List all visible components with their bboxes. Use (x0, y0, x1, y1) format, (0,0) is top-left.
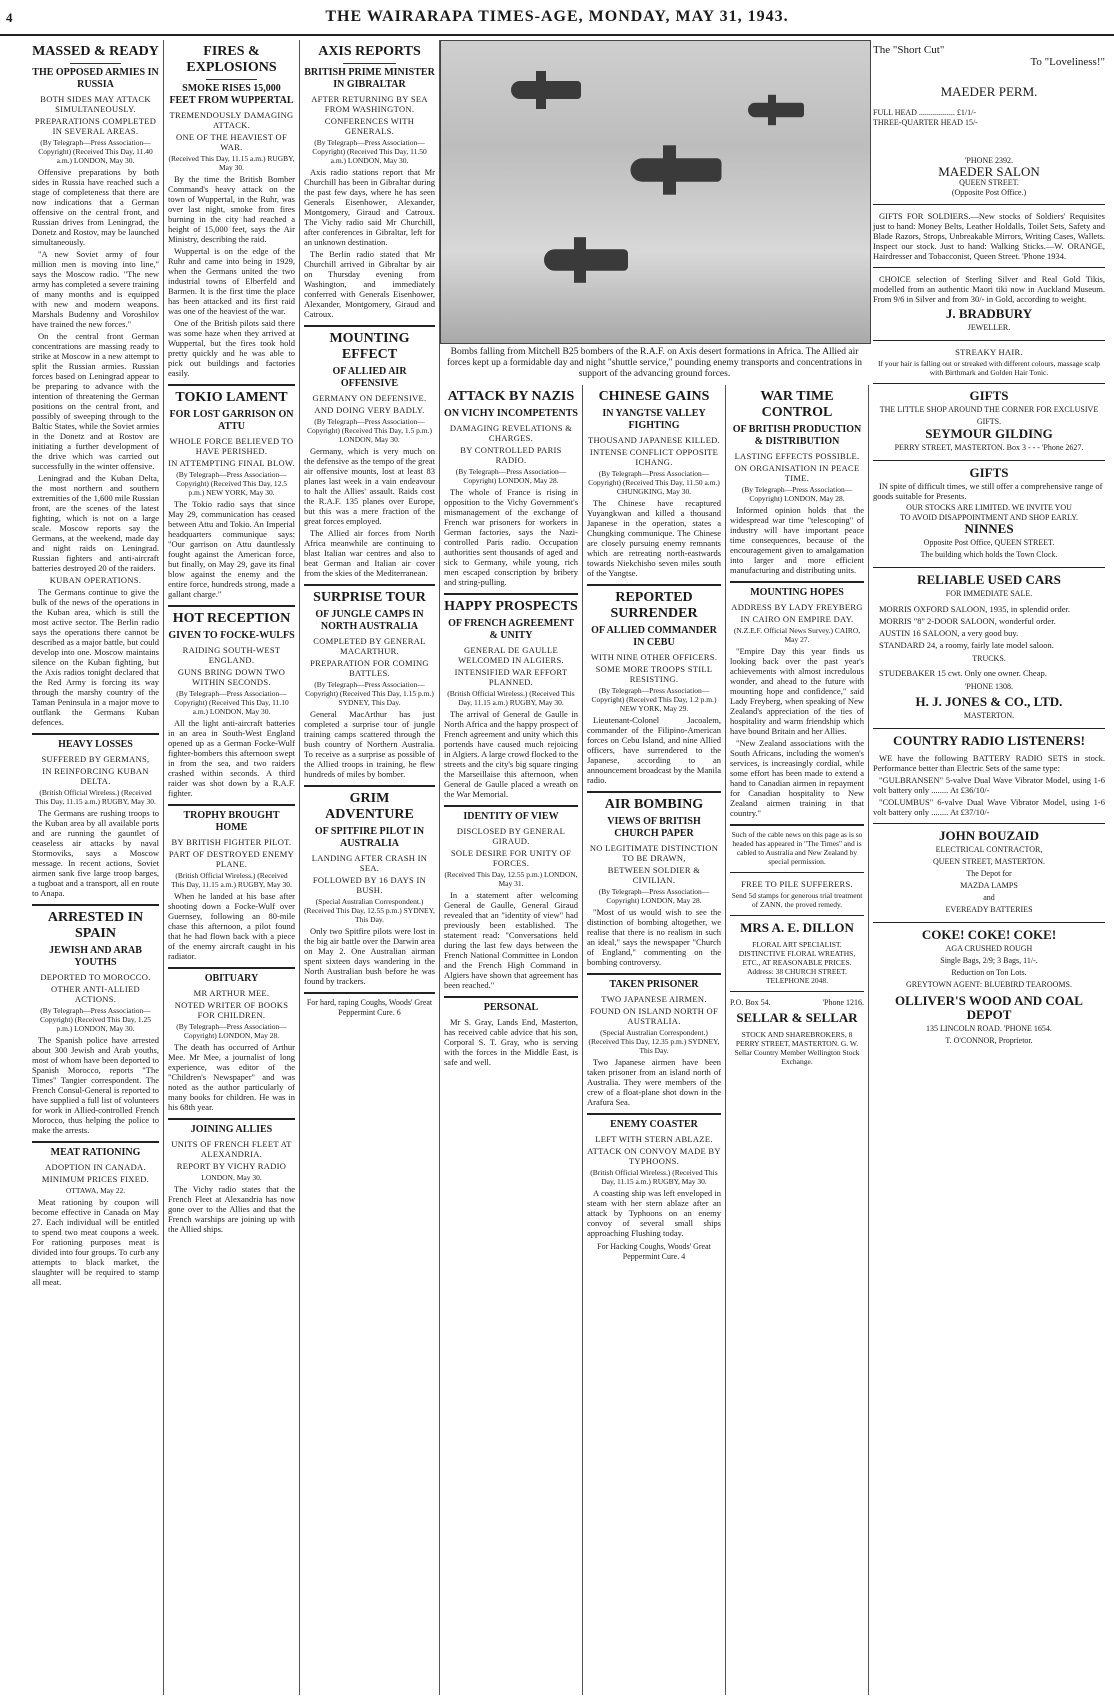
ad-olliver: OLLIVER'S WOOD AND COAL DEPOT 135 LINCOLN ROAD. 'PHONE 1654. T. O'CONNOR, Proprietor. (895, 993, 1083, 1045)
headline: TAKEN PRISONER (609, 979, 699, 990)
paragraph: Two Japanese airmen have been taken prisoner from an island north of Australia. They were members of the crew of a float-plane shot down in the Arafura Sea. (587, 1057, 721, 1107)
paragraph: The Spanish police have arrested about 300 Jewish and Arab youths, most of whom have been deported to Spanish Morocco, reports "The Times" Tangier correspondent. The French Consul-General is reported to have supplied a full list of volunteers for work in Allied-controlled French Morocco, thus helping the police to make the arrests. (32, 1035, 159, 1135)
bomber-plane (748, 103, 804, 117)
divider (873, 204, 1105, 205)
subhead: OTHER ANTI-ALLIED ACTIONS. (51, 984, 140, 1004)
dateline: (By Telegraph—Press Association—Copyright) LONDON, May 28. (176, 1022, 287, 1040)
subhead: AFTER RETURNING BY SEA FROM WASHINGTON. (311, 94, 428, 114)
divider (168, 967, 295, 969)
dateline: (British Official Wireless.) (Received This Day, 11.15 a.m.) RUGBY, May 30. (35, 788, 156, 806)
paragraph: Lieutenant-Colonel Jacoalem, commander of the Filipino-American forces on Cebu Island, and nine Allied officers, have surrendered to the Japanese, according to an announcement broadcast by the Manila radio. (587, 715, 721, 785)
divider (304, 584, 435, 586)
headline: HOT RECEPTION (172, 611, 291, 626)
ad-text: STOCK AND SHAREBROKERS, 8 PERRY STREET, MASTERTON. G. W. Sellar Country Member Wellington Stock Exchange. (734, 1030, 860, 1066)
paragraph: A coasting ship was left enveloped in steam with her stern ablaze after an attack by Typhoons on an enemy convoy of several small ships approaching Flushing today. (587, 1188, 721, 1238)
subhead: UNITS OF FRENCH FLEET AT ALEXANDRIA. (171, 1139, 292, 1159)
ad-line: TRUCKS. (972, 654, 1006, 663)
dateline: (British Official Wireless.) (Received This Day, 11.15 a.m.) RUGBY, May 30. (590, 1168, 718, 1186)
headline: AIR BOMBING (604, 797, 704, 812)
subhead: LEFT WITH STERN ABLAZE. (595, 1134, 713, 1144)
paragraph: The Germans are rushing troops to the Kuban area by all available ports and are running the gauntlet of ceaseless air attacks by naval Stormoviks, says a Moscow message. In recent actions, Soviet airmen sank five large troop barges, a tugboat and a transport, all en route to Anapa. (32, 808, 159, 898)
headline: PERSONAL (483, 1002, 539, 1013)
divider (32, 904, 159, 906)
headline: WAR TIME CONTROL (760, 389, 834, 420)
advertisement: For Hacking Coughs, Woods' Great Peppermint Cure. 4 (597, 1242, 711, 1261)
dateline: (British Official Wireless.) (Received This Day, 11.15 a.m.) RUGBY, May 30. (447, 689, 575, 707)
subhead: IN YANGTSE VALLEY FIGHTING (602, 408, 706, 431)
subhead: PREPARATIONS COMPLETED IN SEVERAL AREAS. (34, 116, 157, 136)
dateline: (By Telegraph—Press Association—Copyright) (Received This Day, 1.5 p.m.) LONDON, May 30. (307, 417, 432, 444)
headline: HEAVY LOSSES (58, 739, 133, 750)
divider (873, 567, 1105, 568)
paragraph: The Allied air forces from North Africa meanwhile are continuing to blast Italian war centres and also to beat German and Italian air cover from the skies of the Mediterranean. (304, 528, 435, 578)
ad-line: MORRIS OXFORD SALOON, 1935, in splendid order. (879, 604, 1071, 614)
subhead: NO LEGITIMATE DISTINCTION TO BE DRAWN, (589, 843, 719, 863)
dateline: (By Telegraph—Press Association—Copyright) (Received This Day, 1.15 p.m.) SYDNEY, This Day. (305, 680, 434, 707)
paragraph: "Empire Day this year finds us looking back over the past year's achievements with almost incredulous wonder, and ahead to the future with mounting hope and confidence," said Lady Freyberg, when speaking of New Zealand's appreciation of the ties of hospitality and warm friendship which have bound Britain and her Allies. (730, 646, 864, 736)
headline: GRIM ADVENTURE (325, 791, 414, 822)
subhead: OF BRITISH PRODUCTION & DISTRIBUTION (732, 424, 862, 447)
masthead (0, 0, 1114, 36)
divider (32, 733, 159, 735)
headline: IDENTITY OF VIEW (463, 811, 559, 822)
subhead: ON ORGANISATION IN PEACE TIME. (734, 463, 860, 483)
paragraph: The Berlin radio stated that Mr Churchill arrived in Gibraltar by air on Thursday evening from Washington, and immediately conferred with Generals Eisenhower, Alexander, Montgomery, Giraud and Catroux. (304, 249, 435, 319)
subhead: ONE OF THE HEAVIEST OF WAR. (176, 132, 287, 152)
bomber-plane (631, 158, 722, 181)
dateline: OTTAWA, May 22. (65, 1186, 126, 1195)
ad-jones: H. J. JONES & CO., LTD. MASTERTON. (915, 694, 1063, 720)
paragraph: "New Zealand associations with the South Africans, including the women's services, is increasingly cordial, while some effort has been made to extend a hand to Canadian airmen in repayment for Canadian hospitality to New Zealand airmen training in that country." (730, 738, 864, 818)
subhead: INTENSE CONFLICT OPPOSITE ICHANG. (589, 447, 719, 467)
paragraph: When he landed at his base after shooting down a Focke-Wulf over Guernsey, following an 80-mile chase this afternoon, a pilot found that he had flown back with a piece of the enemy aircraft caught in his radiator. (168, 891, 295, 961)
paragraph: On the central front German concentrations are massing ready to strike at Moscow in a new attempt to split the Russian armies. Russian forces based on Leningrad appear to be preparing to advance with the intention of threatening the German positions on the central front, and possibly of sweeping through to the Baltic States, while the Soviet armies in the Donetz and at Rostov are initiating a further development of the drive which was carried out successfully in the winter offensive. (32, 331, 160, 471)
paragraph: The arrival of General de Gaulle in North Africa and the happy prospect of French agreement and unity which this portends have caused much rejoicing in Algiers. A large crowd flocked to the streets and the city's big square ringing the Marseillaise this afternoon, when General de Gaulle placed a wreath on the War Memorial. (444, 709, 578, 799)
subhead: MINIMUM PRICES FIXED. (41, 1174, 150, 1184)
subhead: CONFERENCES WITH GENERALS. (324, 116, 415, 136)
subhead: LANDING AFTER CRASH IN SEA. (311, 853, 428, 873)
headline: JOINING ALLIES (190, 1124, 273, 1135)
ad-gilding: GIFTS THE LITTLE SHOP AROUND THE CORNER FOR EXCLUSIVE GIFTS. SEYMOUR GILDING PERRY STREET, MASTERTON. Box 3 - - - 'Phone 2627. (879, 388, 1099, 452)
divider (730, 581, 864, 583)
dateline: (By Telegraph—Press Association—Copyright) (Received This Day, 11.50 a.m.) CHUNGKING, May 30. (588, 469, 720, 496)
bomber-plane (511, 81, 581, 99)
subhead: WITH NINE OTHER OFFICERS. (590, 652, 718, 662)
dateline: (By Telegraph—Press Association—Copyright) (Received This Day, 11.10 a.m.) LONDON, May 30. (174, 689, 289, 716)
divider (873, 460, 1105, 461)
subhead: WHOLE FORCE BELIEVED TO HAVE PERISHED. (169, 436, 294, 456)
paragraph: The death has occurred of Arthur Mee. Mr Mee, a journalist of long experience, was editor of the "Children's Newspaper" and was noted as the author particularly of many books for children. He was in his 68th year. (168, 1042, 295, 1112)
subhead: OF FRENCH AGREEMENT & UNITY (448, 618, 574, 641)
subhead: DISCLOSED BY GENERAL GIRAUD. (456, 826, 566, 846)
headline: CHINESE GAINS (598, 389, 710, 404)
dateline: (N.Z.E.F. Official News Survey.) CAIRO, May 27. (733, 626, 861, 644)
ad-used-cars: RELIABLE USED CARS FOR IMMEDIATE SALE. (917, 572, 1061, 598)
ad-line: AUSTIN 16 SALOON, a very good buy. (879, 628, 1019, 638)
subhead: OF SPITFIRE PILOT IN AUSTRALIA (314, 826, 425, 849)
dateline: (Received This Day, 11.15 a.m.) RUGBY, May 30. (168, 154, 295, 172)
subhead: ADDRESS BY LADY FREYBERG (731, 602, 863, 612)
ad-bradbury-name: J. BRADBURY JEWELLER. (945, 306, 1033, 332)
divider (304, 992, 435, 994)
paragraph: By the time the British Bomber Command's heavy attack on the town of Wuppertal, in the Ruhr, was over last night, smoke from fires burning in the city had reached a height of 15,000 feet, says the Air Ministry, describing the raid. (168, 174, 295, 244)
page-number: 4 (6, 10, 13, 25)
ad-line: MORRIS "8" 2-DOOR SALOON, wonderful order. (879, 616, 1056, 626)
subhead: SUFFERED BY GERMANS, (41, 754, 150, 764)
subhead: KUBAN OPERATIONS. (49, 575, 142, 585)
news-photo (440, 40, 871, 344)
subhead: THOUSAND JAPANESE KILLED. (587, 435, 721, 445)
paragraph: Offensive preparations by both sides in Russia have reached such a stage of completeness that there are now indications that a German offensive on the central front, and Russian drives from Leningrad, the Donetz and Rostov, may be launched simultaneously. (32, 167, 159, 247)
headline: ATTACK BY NAZIS (447, 389, 575, 404)
ad-line: STUDEBAKER 15 cwt. Only one owner. Cheap. (879, 668, 1047, 678)
ad-radio: COUNTRY RADIO LISTENERS! (893, 733, 1085, 748)
divider (873, 922, 1105, 923)
subhead: JEWISH AND ARAB YOUTHS (49, 945, 142, 968)
dateline: (Special Australian Correspondent.) (Received This Day, 12.55 p.m.) SYDNEY, This Day. (304, 897, 435, 924)
dateline: (Special Australian Correspondent.) (Received This Day, 12.35 p.m.) SYDNEY, This Day. (588, 1028, 720, 1055)
subhead: THE OPPOSED ARMIES IN RUSSIA (32, 67, 159, 90)
divider (730, 872, 864, 873)
subhead: TWO JAPANESE AIRMEN. (601, 994, 707, 1004)
paragraph: Only two Spitfire pilots were lost in the big air battle over the Darwin area on May 2. One Australian airman spent sixteen days wandering in the North Australian bush before he was found by trackers. (304, 926, 435, 986)
column-1 (28, 40, 164, 1695)
divider (444, 996, 578, 998)
divider (168, 384, 295, 386)
headline: MEAT RATIONING (50, 1147, 141, 1158)
subhead: RAIDING SOUTH-WEST ENGLAND. (182, 645, 281, 665)
paragraph: "Most of us would wish to see the distinction of bombing altogether, we realise that there is no realism in such an ideal," says the newspaper "Church of England," commenting on the bombing controversy. (587, 907, 721, 967)
dateline: (British Official Wireless.) (Received This Day, 11.15 a.m.) RUGBY, May 30. (171, 871, 292, 889)
divider (587, 973, 721, 975)
subhead: LASTING EFFECTS POSSIBLE. (734, 451, 860, 461)
divider (730, 991, 864, 992)
paragraph: Informed opinion holds that the widespread war time "telescoping" of industry will have important peace time consequences, because of the encouragement given to amalgamation into larger and more efficient manufacturing and distributing units. (730, 505, 864, 575)
paragraph: All the light anti-aircraft batteries in an area in South-West England opened up as a German Focke-Wulf fighter-bombers this afternoon swept in from the sea, and two raiders crashed within seconds. A third raider was shot down by a R.A.F. fighter. (168, 718, 295, 798)
subhead: GENERAL DE GAULLE WELCOMED IN ALGIERS. (458, 645, 564, 665)
dateline: LONDON, May 30. (201, 1173, 262, 1182)
headline: FIRES & EXPLOSIONS (186, 44, 277, 75)
dateline: (By Telegraph—Press Association—Copyright) (Received This Day, 1.25 p.m.) LONDON, May 30. (39, 1006, 152, 1033)
divider (444, 805, 578, 807)
paragraph: The Chinese have recaptured Yuyangkwan and killed a thousand Japanese in the operation, states a Chungking communique. The Chinese are closely pursuing enemy remnants which are retreating north-eastwards towards Niekchisho seven miles south of the Yangtse. (587, 498, 721, 578)
subhead: IN CAIRO ON EMPIRE DAY. (740, 614, 854, 624)
divider (168, 605, 295, 607)
subhead: VIEWS OF BRITISH CHURCH PAPER (607, 816, 701, 839)
headline: TOKIO LAMENT (175, 390, 288, 405)
headline: REPORTED SURRENDER (610, 590, 698, 621)
column-7-ads (869, 40, 1109, 1695)
ad-line: WE have the following BATTERY RADIO SETS in stock. Performance better than Electric Sets of the same type: (873, 753, 1105, 773)
subhead: MR ARTHUR MEE. (193, 988, 270, 998)
dateline: (Received This Day, 12.55 p.m.) LONDON, May 31. (444, 870, 578, 888)
ad-orange: GIFTS FOR SOLDIERS.—New stocks of Soldiers' Requisites just to hand: Money Belts, Leather Holdalls, Toilet Sets, Safety and Blade Razors, Strops, Unbreakable Mirrors, Writing Cases, Wallets. Inspect our stock. Just to hand: Walking Sticks.—W. ORANGE, Hairdresser and Tobacconist, Queen Street. 'Phone 1934. (873, 211, 1105, 261)
headline: TROPHY BROUGHT HOME (183, 810, 280, 833)
paragraph: The Germans continue to give the bulk of the news of the operations in the Kuban area, which is still the most active sector. The Berlin radio says the operations there cannot be described as a major battle, but could develop into one. Moscow maintains silence on the Kuban fighting, but the Axis radios tonight declared that the Red Army is forcing its way through the marshy country of the Taman Peninsula in a major move to outflank the Germans Kuban defences. (32, 587, 159, 727)
subhead: OF JUNGLE CAMPS IN NORTH AUSTRALIA (315, 609, 424, 632)
column-6 (726, 385, 869, 1695)
divider (168, 804, 295, 806)
subhead: FOUND ON ISLAND NORTH OF AUSTRALIA. (589, 1006, 719, 1026)
ad-line: STANDARD 24, a roomy, fairly late model saloon. (879, 640, 1054, 650)
subhead: GERMANY ON DEFENSIVE. (312, 393, 427, 403)
paragraph: Axis radio stations report that Mr Churchill has been in Gibraltar during the past few days, where he has seen Generals Eisenhower, Alexander, Montgomery, Giraud and Catroux. The Vichy radio said Mr Churchill, after conferences in Gibraltar, left for an unknown destination. (304, 167, 435, 247)
headline: ARRESTED IN SPAIN (47, 910, 144, 941)
divider (32, 1141, 159, 1143)
divider (873, 340, 1105, 341)
dateline: (By Telegraph—Press Association—Copyright) (Received This Day, 12.5 p.m.) NEW YORK, May 30. (175, 470, 288, 497)
subhead: ADOPTION IN CANADA. (45, 1162, 146, 1172)
column-5 (583, 385, 726, 1695)
divider (587, 1113, 721, 1115)
divider (304, 785, 435, 787)
divider (444, 593, 578, 595)
ad-heading: STREAKY HAIR. (955, 347, 1023, 357)
ad-text: Send 5d stamps for generous trial treatment of ZANN, the proved remedy. (731, 891, 863, 909)
paragraph: The Tokio radio says that since May 29, communication has ceased between Attu and Tokio. An Imperial headquarters communique says: "Our garrison on Attu dauntlessly fought against the American force, but finally, on May 29, gave its final blow against the enemy and the entire force, hundreds strong, made a gallant charge." (168, 499, 295, 599)
divider (206, 79, 257, 80)
ad-bouzaid: JOHN BOUZAID ELECTRICAL CONTRACTOR, QUEEN STREET, MASTERTON. The Depot for MAZDA LAMPS and EVEREADY BATTERIES (932, 828, 1046, 914)
column-2 (164, 40, 300, 1695)
subhead: BOTH SIDES MAY ATTACK SIMULTANEOUSLY. (40, 94, 151, 114)
subhead: REPORT BY VICHY RADIO (176, 1161, 287, 1171)
ad-line: "GULBRANSEN" 5-valve Dual Wave Vibrator Model, using 1-6 volt battery only ........ At £36/10/- (873, 775, 1105, 795)
divider (70, 63, 121, 64)
subhead: FOR LOST GARRISON ON ATTU (169, 409, 294, 432)
divider (873, 728, 1105, 729)
subhead: IN ATTEMPTING FINAL BLOW. (168, 458, 295, 468)
subhead: COMPLETED BY GENERAL MACARTHUR. (313, 636, 426, 656)
dateline: (By Telegraph—Press Association—Copyright) (Received This Day, 11.40 a.m.) LONDON, May 30. (38, 138, 153, 165)
subhead: DAMAGING REVELATIONS & CHARGES. (449, 423, 573, 443)
ad-contact: P.O. Box 54. 'Phone 1216. (730, 998, 864, 1007)
ad-line: "COLUMBUS" 6-valve Dual Wave Vibrator Model, using 1-6 volt battery only ........ At £37/10/- (873, 797, 1105, 817)
cable-note: Such of the cable news on this page as is so headed has appeared in "The Times" and is cabled to Australia and New Zealand by special permission. (731, 830, 863, 866)
paragraph: The whole of France is rising in opposition to the Vichy Government's mismanagement of the exchange of French war prisoners for workers in German factories, says the Nazi-controlled Paris radio. Occupation authorities sent thousands of aged and sick to Germany, while young, rich men escaped conscription by bribery and string-pulling. (444, 487, 578, 587)
paragraph: In a statement after welcoming General de Gaulle, General Giraud revealed that an "identity of view" had previously been established. The statement read: "Conversations held during the last few days between the French National Committee in London and the French High Command in Algiers have shown that agreement has been reached." (444, 890, 578, 990)
advertisement: For hard, raping Coughs, Woods' Great Peppermint Cure. 6 (306, 998, 433, 1017)
subhead: BY CONTROLLED PARIS RADIO. (460, 445, 562, 465)
headline: ENEMY COASTER (610, 1119, 698, 1130)
subhead: BETWEEN SOLDIER & CIVILIAN. (607, 865, 701, 885)
divider (730, 824, 864, 826)
ad-maeder: The "Short Cut" To "Loveliness!" MAEDER PERM. FULL HEAD .................. £1/1/- THREE-QUARTER HEAD 15/- 'PHONE 2392. MAEDER SALON QUEEN STREET. (Opposite Post Office.) (873, 44, 1105, 197)
dateline: (By Telegraph—Press Association—Copyright) (Received This Day, 1.2 p.m.) NEW YORK, May 29. (591, 686, 717, 713)
photo-caption: Bombs falling from Mitchell B25 bombers of the R.A.F. on Axis desert formations in Africa. The Allied air forces kept up a formidable day and night "shuttle service," pounding enemy transports and concentrations in support of the advancing ground forces. (446, 347, 863, 379)
subhead: GUNS BRING DOWN TWO WITHIN SECONDS. (177, 667, 286, 687)
ad-heading: MRS A. E. DILLON (740, 920, 854, 935)
subhead: INTENSIFIED WAR EFFORT PLANNED. (454, 667, 568, 687)
subhead: SOLE DESIRE FOR UNITY OF FORCES. (450, 848, 572, 868)
headline: AXIS REPORTS (318, 44, 421, 59)
paragraph: "A new Soviet army of four million men is moving into line," says the Moscow radio. "The new army has completed a severe training of many months and is equipped with new and modern weapons. Marshals Budenny and Voroshilov have trained the new forces." (32, 249, 159, 329)
subhead: OF ALLIED AIR OFFENSIVE (332, 366, 407, 389)
ad-ninnes: GIFTS IN spite of difficult times, we still offer a comprehensive range of goods suitable for Presents. OUR STOCKS ARE LIMITED. WE INVITE YOU TO AVOID DISAPPOINTMENT AND SHOP EARLY. NINNES Opposite Post Office, QUEEN STREET. The building which holds the Town Clock. (873, 465, 1103, 559)
subhead: SOME MORE TROOPS STILL RESISTING. (595, 664, 713, 684)
subhead: SMOKE RISES 15,000 FEET FROM WUPPERTAL (169, 83, 294, 106)
headline: OBITUARY (204, 973, 259, 984)
paragraph: Wuppertal is on the edge of the Ruhr and came into being in 1929, when the Germans united the two industrial towns of Elberfeld and Barmen. It is the first time the place has been attacked and its first raid was one of the heaviest of the war. (168, 246, 295, 316)
subhead: IN REINFORCING KUBAN DELTA. (42, 766, 149, 786)
headline: SURPRISE TOUR (313, 590, 426, 605)
divider (873, 823, 1105, 824)
ad-coke: COKE! COKE! COKE! AGA CRUSHED ROUGH Single Bags, 2/9; 3 Bags, 11/-. Reduction on Ton Lots. GREYTOWN AGENT: BLUEBIRD TEAROOMS. (906, 927, 1072, 989)
divider (168, 1118, 295, 1120)
subhead: TREMENDOUSLY DAMAGING ATTACK. (169, 110, 294, 130)
divider (304, 325, 435, 327)
paragraph: General MacArthur has just completed a surprise tour of jungle training camps scattered through the bush country of Northern Australia. To receive as a surprise as possible of the Allied troops in training, he flew hundreds of miles by bomber. (304, 709, 435, 779)
subhead: PREPARATION FOR COMING BATTLES. (310, 658, 429, 678)
divider (587, 584, 721, 586)
paragraph: The Vichy radio states that the French Fleet at Alexandria has now gone over to the Allies and that the French warships are joining up with the Allied ships. (168, 1184, 295, 1234)
dateline: (By Telegraph—Press Association—Copyright) LONDON, May 28. (598, 887, 710, 905)
divider (587, 791, 721, 793)
headline: MOUNTING EFFECT (329, 331, 410, 362)
ad-text: FLORAL ART SPECIALIST. DISTINCTIVE FLORAL WREATHS, ETC., AT REASONABLE PRICES. Address: 38 CHURCH STREET. TELEPHONE 2048. (738, 940, 856, 985)
column-4 (440, 385, 583, 1695)
paragraph: One of the British pilots said there was some haze when they arrived at Wuppertal, but the fires took hold pretty quickly and he was able to pick out buildings and factories easily. (168, 318, 295, 378)
subhead: FOLLOWED BY 16 DAYS IN BUSH. (312, 875, 427, 895)
paragraph: Meat rationing by coupon will become effective in Canada on May 27. Each individual will be entitled to spend two meat coupons a week. For rationing purposes meat is divided into four groups. To curb any attempts to black market, the slaughter will be required to stamp all meat. (32, 1197, 159, 1287)
ad-line: 'PHONE 1308. (964, 682, 1014, 691)
divider (343, 63, 395, 64)
headline: HAPPY PROSPECTS (444, 599, 578, 614)
subhead: NOTED WRITER OF BOOKS FOR CHILDREN. (174, 1000, 289, 1020)
ad-heading: FREE TO PILE SUFFERERS. (741, 879, 853, 889)
paragraph: Mr S. Gray, Lands End, Masterton, has received cable advice that his son, Corporal S. T. Gray, who is serving with the forces in the Middle East, is safe and well. (444, 1017, 578, 1067)
subhead: GIVEN TO FOCKE-WULFS (168, 630, 295, 641)
divider (730, 915, 864, 916)
subhead: DEPORTED TO MOROCCO. (40, 972, 151, 982)
headline: MOUNTING HOPES (750, 587, 844, 598)
subhead: OF ALLIED COMMANDER IN CEBU (591, 625, 717, 648)
bomber-plane (544, 249, 628, 271)
dateline: (By Telegraph—Press Association—Copyright) LONDON, May 28. (741, 485, 853, 503)
ad-heading: SELLAR & SELLAR (736, 1010, 858, 1025)
headline: MASSED & READY (32, 44, 159, 59)
subhead: PART OF DESTROYED ENEMY PLANE. (168, 849, 295, 869)
paragraph: Germany, which is very much on the defensive as the tempo of the great air offensive mounts, lost at least 83 planes last week in a vain endeavour to halt the Allies' assault. Raids cost the R.A.F. 135 planes over Europe, but this was a mere fraction of the great forces employed. (304, 446, 435, 526)
subhead: ON VICHY INCOMPETENTS (444, 408, 578, 419)
divider (873, 383, 1105, 384)
ad-text: If your hair is falling out or streaked with different colours, massage scalp with Birthmark and Golden Hair Tonic. (877, 359, 1101, 377)
subhead: ATTACK ON CONVOY MADE BY TYPHOONS. (587, 1146, 721, 1166)
dateline: (By Telegraph—Press Association—Copyright) LONDON, May 28. (455, 467, 567, 485)
paragraph: Leningrad and the Kuban Delta, the most northern and southern extremities of the 1,600 mile Russian front, are the scenes of the latest fighting, which is not on a large scale. Moscow reports say the Germans, at the weekend, made day and night raids on Leningrad. Russian fighters and anti-aircraft batteries destroyed 20 of the raiders. (32, 473, 160, 573)
subhead: AND DOING VERY BADLY. (314, 405, 425, 415)
column-3 (300, 40, 440, 1695)
subhead: BRITISH PRIME MINISTER IN GIBRALTAR (304, 67, 435, 90)
dateline: (By Telegraph—Press Association—Copyright) (Received This Day, 11.50 a.m.) LONDON, May 30. (312, 138, 427, 165)
newspaper-title: THE WAIRARAPA TIMES-AGE, MONDAY, MAY 31, 1943. (325, 8, 789, 25)
subhead: BY BRITISH FIGHTER PILOT. (171, 837, 292, 847)
divider (873, 267, 1105, 268)
ad-bradbury: CHOICE selection of Sterling Silver and Real Gold Tikis, modelled from an authentic Maori tiki now in Auckland Museum. From 9/6 in Silver and from 30/- in Gold, according to weight. (873, 274, 1105, 304)
